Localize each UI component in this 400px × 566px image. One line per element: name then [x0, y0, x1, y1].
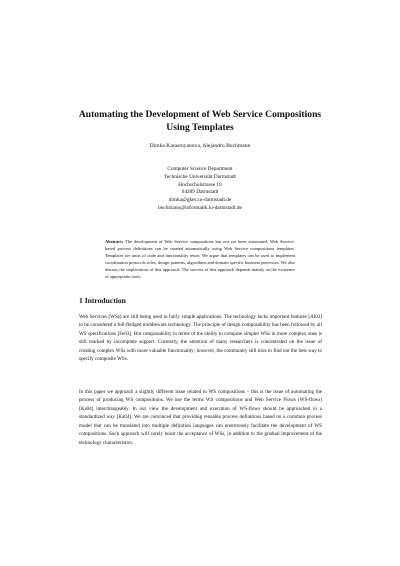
title-line-1: Automating the Development of Web Service Compositions: [78, 109, 322, 120]
author-email-2: buchmann@informatik.tu-darmstadt.de: [158, 204, 242, 211]
affiliation-university: Technische Universität Darmstadt: [164, 173, 236, 180]
abstract-text: The development of Web Service compositions has not yet been automated. Web Service-based process definitions can be created automatically using Web Service compositions templates. Templates are units of code and functionality reuse. We argue that templates can be used to implement coordination protocols roles, design patterns, algorithms and domain specific business processes. We also discuss the implications of this approach. The success of this approach depends mainly on the existence of appropriate tools.: [105, 239, 295, 279]
affiliation-department: Computer Science Department: [167, 166, 233, 172]
abstract: [105, 239, 295, 280]
affiliation-city: 64289 Darmstadt: [181, 189, 219, 196]
section-heading: 1 Introduction: [79, 296, 126, 305]
affiliation-street: Hochschulstrasse 10: [178, 181, 222, 188]
paper-title: [60, 108, 340, 134]
body-paragraph-2: In this paper we approach a slightly different issue related to WS compositions – this is the issue of automating the process of producing WS compositions. We use the terms WS compositions and Web Service Flows (WS-flows) [Ka04] interchangeably. In our view the development and execution of WS-flows should be approached in a standardized way [Ka04]. We are convinced that providing reusable process definitions based on a common process model that can be translated into multiple definition languages can enormously facilitate the development of WS compositions. Such approach will surely boost the acceptance of WSs, in addition to the gradual improvement of the technology characteristics.: [79, 389, 322, 446]
author-email-1: dimka@gkec.tu-darmstadt.de: [168, 197, 232, 204]
abstract-label: Abstract:: [105, 239, 124, 244]
author-list: Dimka Karastoyanova, Alejandro Buchmann: [149, 143, 251, 149]
affiliation-block: [60, 166, 340, 213]
body-paragraph-1: Web Services (WSs) are still being used in fairly simple applications. The technology lacks important features [Al03] to be considered a full-fledged middleware technology. The principle of design composability has been followed by all WS specifications [Fe03]. But composability in terms of the ability to compose simpler WSs in more complex ones is still marked by incomplete support. Currently, the attention of many researchers is concentrated on the issue of creating complex WSs with more valuable functionality; however, the community still tries to find out the best way to specify composite WSs.: [79, 314, 322, 363]
title-line-2: Using Templates: [166, 122, 234, 133]
